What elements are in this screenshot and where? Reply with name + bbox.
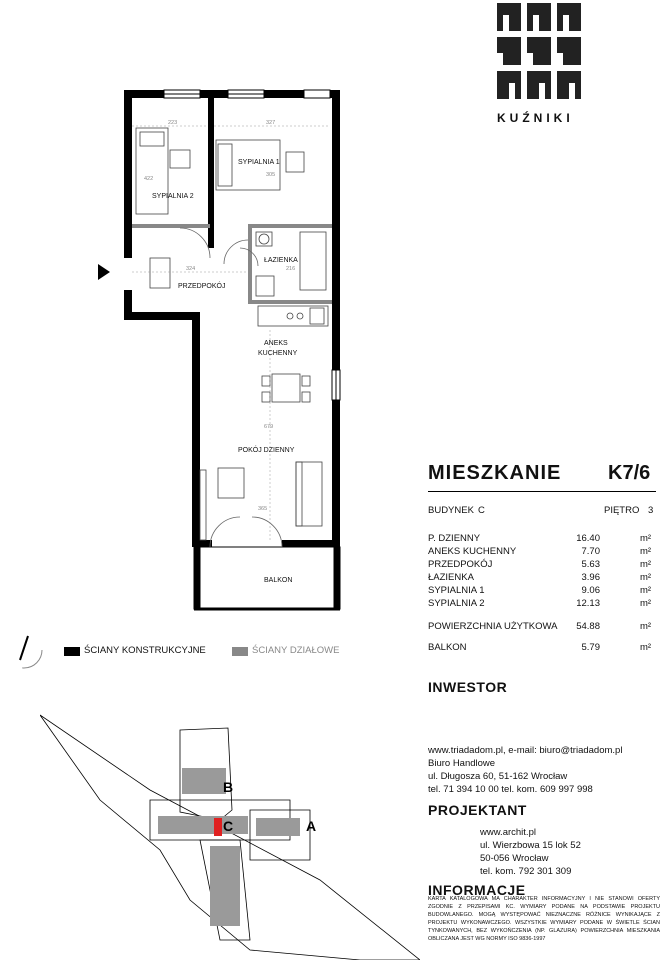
building-c-label: C: [223, 818, 234, 834]
room-area: 5.63: [581, 559, 600, 570]
dim-327: 327: [266, 120, 276, 126]
label-bedroom-1: SYPIALNIA 1: [238, 159, 280, 166]
room-unit: m²: [640, 585, 652, 596]
room-unit: m²: [640, 546, 652, 557]
wall-west-upper: [124, 90, 132, 258]
info-heading: INFORMACJE: [428, 882, 526, 898]
legend-structural-swatch: [64, 647, 80, 656]
wall-east-upper: [332, 90, 340, 370]
designer-address: ul. Wierzbowa 15 lok 52: [480, 840, 581, 851]
label-balcony: BALKON: [264, 577, 293, 584]
label-kitchen-2: KUCHENNY: [258, 350, 298, 357]
balcony-label: BALKON: [428, 642, 467, 653]
label-bathroom: ŁAZIENKA: [264, 257, 298, 264]
room-area: 12.13: [576, 598, 600, 609]
room-area: 7.70: [581, 546, 600, 557]
floor-label: PIĘTRO: [604, 505, 640, 516]
room-unit: m²: [640, 533, 652, 544]
dim-679: 679: [264, 424, 274, 430]
investor-address: ul. Długosza 60, 51-162 Wrocław: [428, 771, 568, 782]
investor-office: Biuro Handlowe: [428, 758, 496, 769]
apartment-location-marker: [214, 818, 222, 836]
usable-area-unit: m²: [640, 621, 652, 632]
apartment-code: K7/6: [608, 462, 651, 484]
room-name: PRZEDPOKÓJ: [428, 559, 493, 570]
usable-area-label: POWIERZCHNIA UŻYTKOWA: [428, 621, 558, 632]
dim-216: 216: [286, 266, 296, 272]
site-plan: [40, 710, 420, 960]
compass-icon: [2, 628, 46, 672]
dim-422: 422: [144, 176, 154, 182]
designer-heading: PROJEKTANT: [428, 802, 527, 818]
kuzniki-logo: [497, 3, 583, 99]
room-name: ŁAZIENKA: [428, 572, 474, 583]
dim-365: 365: [258, 506, 268, 512]
wall-living-west: [192, 312, 200, 547]
room-unit: m²: [640, 559, 652, 570]
usable-area-value: 54.88: [576, 621, 600, 632]
room-name: ANEKS KUCHENNY: [428, 546, 517, 557]
wall-east-lower: [332, 400, 340, 547]
legend-partition-label: ŚCIANY DZIAŁOWE: [252, 645, 340, 656]
info-text: KARTA KATALOGOWA MA CHARAKTER INFORMACYJNY I NIE STANOWI OFERTY ZGODNIE Z PRZEPISAMI KC. WYMIARY PODANE NA PODSTAWIE PROJEKTU BUDOWLANEGO. MOGĄ WYSTĘPOWAĆ NIEZNACZNE RÓŻNICE WYNIKAJĄCE Z PROJEKTU WYKONAWCZEGO. WSZYSTKIE WYMIARY PODANE W ŚWIETLE ŚCIAN TYNKOWANYCH, BEZ WYKOŃCZENIA (NP. GLAZURA) POWIERZCHNIA MIESZKANIA OBLICZANA JEST WG NORMY ISO 9836-1997: [428, 896, 660, 942]
room-name: SYPIALNIA 2: [428, 598, 485, 609]
room-area: 16.40: [576, 533, 600, 544]
investor-heading: INWESTOR: [428, 679, 508, 695]
room-name: SYPIALNIA 1: [428, 585, 485, 596]
designer-city: 50-056 Wrocław: [480, 853, 549, 864]
divider: [428, 491, 656, 492]
floor-value: 3: [648, 505, 654, 516]
designer-web[interactable]: www.archit.pl: [480, 827, 536, 838]
dim-305: 305: [266, 172, 276, 178]
balcony-area: 5.79: [581, 642, 600, 653]
balcony-unit: m²: [640, 642, 652, 653]
investor-phone: tel. 71 394 10 00 tel. kom. 609 997 998: [428, 784, 593, 795]
building-a-label: A: [306, 818, 317, 834]
designer-phone: tel. kom. 792 301 309: [480, 866, 572, 877]
room-area: 3.96: [581, 572, 600, 583]
legend-structural-label: ŚCIANY KONSTRUKCYJNE: [84, 645, 206, 656]
dim-223: 223: [168, 120, 178, 126]
label-bedroom-2: SYPIALNIA 2: [152, 193, 194, 200]
room-area: 9.06: [581, 585, 600, 596]
label-living: POKÓJ DZIENNY: [238, 447, 295, 454]
dim-324: 324: [186, 266, 196, 272]
building-b-label: B: [223, 779, 234, 795]
building-value: C: [478, 505, 485, 516]
room-name: P. DZIENNY: [428, 533, 481, 544]
label-kitchen-1: ANEKS: [264, 340, 288, 347]
brand-name: KUŹNIKI: [497, 111, 574, 125]
room-unit: m²: [640, 572, 652, 583]
wall-hall-south: [124, 312, 200, 320]
room-unit: m²: [640, 598, 652, 609]
entrance-arrow: [98, 264, 110, 280]
apartment-title: MIESZKANIE: [428, 462, 562, 484]
legend-partition-swatch: [232, 647, 248, 656]
investor-web[interactable]: www.triadadom.pl, e-mail: biuro@triadadom.pl: [428, 745, 623, 756]
building-label: BUDYNEK: [428, 505, 474, 516]
label-hall: PRZEDPOKÓJ: [178, 283, 226, 290]
